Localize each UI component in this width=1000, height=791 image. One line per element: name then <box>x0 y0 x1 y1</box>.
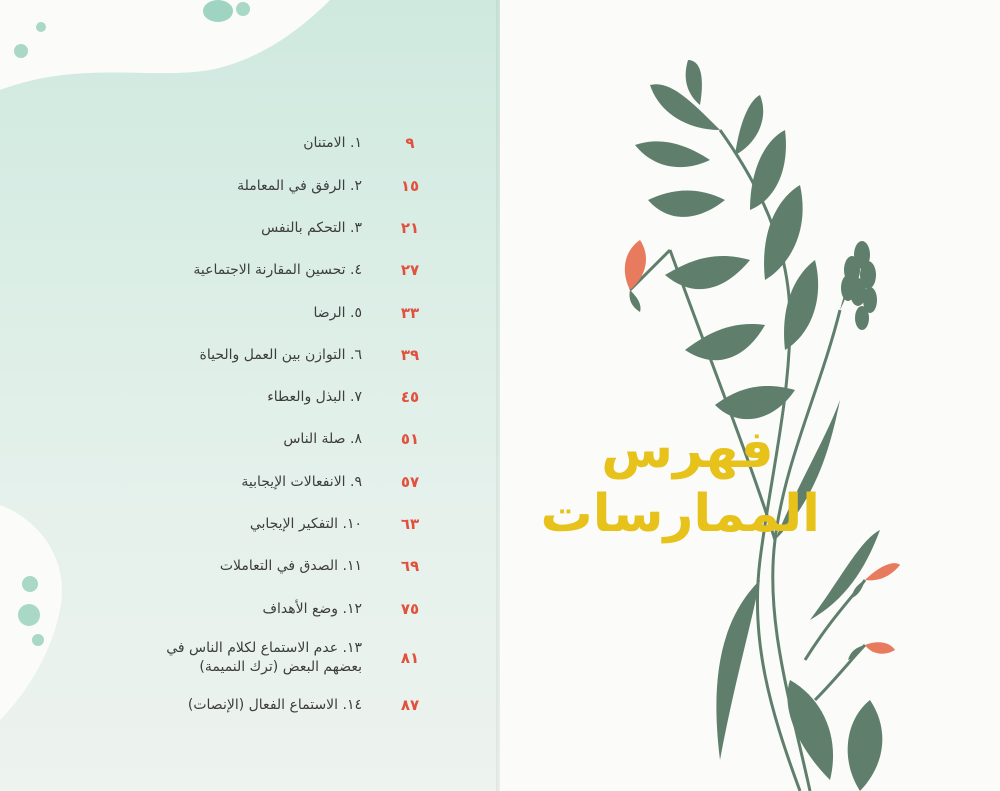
title-line-2: الممارسات <box>540 484 820 544</box>
toc-entry-title: ١٠. التفكير الإيجابي <box>249 515 362 532</box>
toc-entry-title: ١. الامتنان <box>303 134 362 151</box>
toc-entry-title: ٤. تحسين المقارنة الاجتماعية <box>193 261 362 278</box>
toc-page-number: ٤٥ <box>400 388 420 406</box>
toc-entry-title: ٦. التوازن بين العمل والحياة <box>199 346 362 363</box>
toc-page-number: ٩ <box>405 134 415 152</box>
toc-page-number: ٦٩ <box>400 557 420 575</box>
toc-entry <box>150 340 430 370</box>
toc-entry <box>150 638 430 678</box>
decorative-dot <box>203 0 233 22</box>
title-line-1: فهرس <box>601 420 774 480</box>
decorative-dot <box>18 604 40 626</box>
toc-page-number: ٨١ <box>400 649 420 667</box>
toc-entry-title: ١٣. عدم الاستماع لكلام الناس في بعضهم البعض (ترك النميمة) <box>166 640 362 675</box>
toc-entry <box>150 690 430 720</box>
toc-entry-title: ٣. التحكم بالنفس <box>261 219 362 236</box>
toc-entry-title: ٢. الرفق في المعاملة <box>237 177 362 194</box>
toc-entry-title: ٧. البذل والعطاء <box>267 388 362 405</box>
toc-entry <box>150 213 430 243</box>
decorative-dot <box>22 576 38 592</box>
toc-entry <box>150 298 430 328</box>
toc-page-number: ٥٧ <box>400 473 420 491</box>
toc-page-number: ٢٧ <box>400 261 420 279</box>
toc-page-number: ٦٣ <box>400 515 420 533</box>
toc-page-number: ٢١ <box>400 219 420 237</box>
toc-entry-title: ٥. الرضا <box>313 304 362 321</box>
toc-entry <box>150 551 430 581</box>
toc-entry-title: ٨. صلة الناس <box>283 430 362 447</box>
toc-entry-title: ١١. الصدق في التعاملات <box>219 557 362 574</box>
toc-page-number: ٨٧ <box>400 696 420 714</box>
toc-page-number: ٣٣ <box>400 304 420 322</box>
toc-entry <box>150 467 430 497</box>
decorative-dot <box>14 44 28 58</box>
toc-page-number: ٧٥ <box>400 600 420 618</box>
toc-entry <box>150 509 430 539</box>
page-title <box>540 418 820 546</box>
toc-entry-title: ١٤. الاستماع الفعال (الإنصات) <box>187 696 362 713</box>
decorative-dot <box>236 2 250 16</box>
toc-entry-title: ٩. الانفعالات الإيجابية <box>241 473 362 490</box>
toc-entry-title: ١٢. وضع الأهداف <box>262 600 362 617</box>
toc-page-number: ٥١ <box>400 430 420 448</box>
toc-entry <box>150 171 430 201</box>
toc-page-number: ٣٩ <box>400 346 420 364</box>
toc-entry <box>150 382 430 412</box>
toc-entry <box>150 424 430 454</box>
toc-page-number: ١٥ <box>400 177 420 195</box>
decorative-dot <box>36 22 46 32</box>
toc-entry <box>150 255 430 285</box>
toc-entry <box>150 128 430 158</box>
toc-entry <box>150 594 430 624</box>
decorative-dot <box>32 634 44 646</box>
